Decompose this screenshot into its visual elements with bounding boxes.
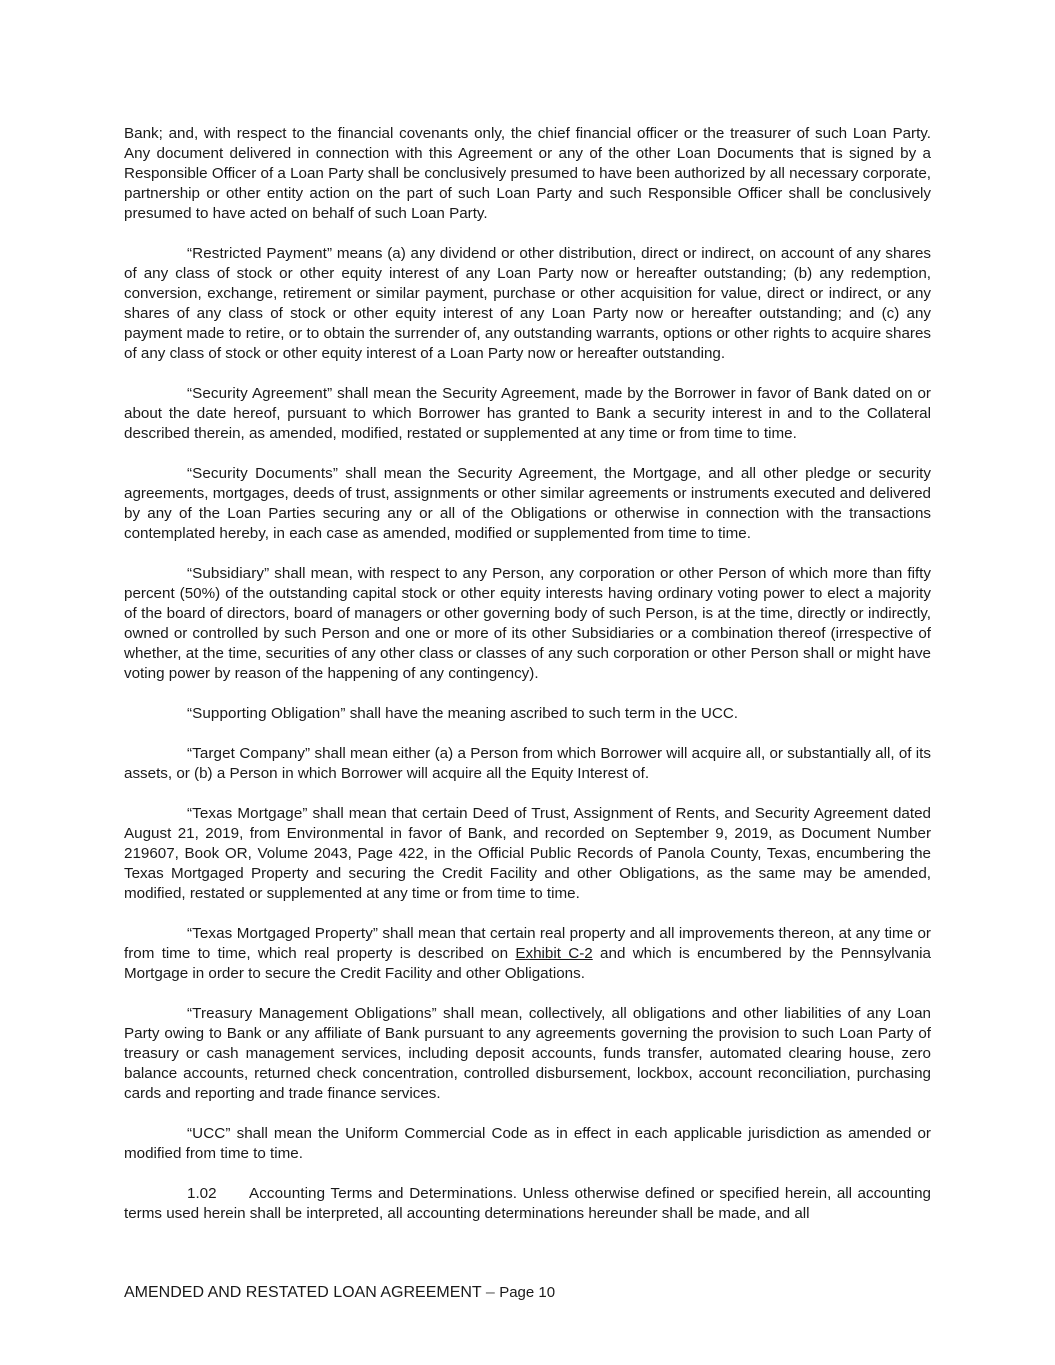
definition-texas-mortgaged-property: [124, 924, 931, 984]
defined-term: “Treasury Management Obligations”: [187, 1005, 437, 1022]
footer-page-number: Page 10: [499, 1284, 556, 1301]
definition-text: shall mean, with respect to any Person, any corporation or other Person of which more than fifty percent (50%) of the outstanding capital stock or other equity interests having ordinary voting power to elect a majority of the board of directors, board of managers or other governing body of such Person, is at the time, directly or indirectly, owned or controlled by such Person and one or more of its other Subsidiaries or a combination thereof (irrespective of whether, at the time, securities of any other class or classes of any such corporation or other Person shall or might have voting power by reason of the happening of any contingency).: [124, 565, 931, 682]
definition-ucc: [124, 1124, 931, 1164]
definition-text: shall mean that certain real property and all improvements thereon, at any time or from time to time, which real property is described on: [124, 925, 931, 962]
definition-text: and which is encumbered by the Pennsylvania Mortgage in order to secure the Credit Facility and other Obligations.: [124, 945, 931, 982]
defined-term: “UCC”: [187, 1125, 231, 1142]
definition-security-documents: [124, 464, 931, 544]
definition-subsidiary: [124, 564, 931, 684]
paragraph-responsible-officer-continuation: Bank; and, with respect to the financial covenants only, the chief financial officer or the treasurer of such Loan Party. Any document delivered in connection with this Agreement or any of the other Loan Documents that is signed by a Responsible Officer of a Loan Party shall be conclusively presumed to have been authorized by all necessary corporate, partnership or other entity action on the part of such Loan Party and such Responsible Officer shall be conclusively presumed to have acted on behalf of such Loan Party.: [124, 125, 931, 222]
definition-texas-mortgage: [124, 804, 931, 904]
defined-term: “Security Documents”: [187, 465, 339, 482]
definition-text: shall mean the Uniform Commercial Code as in effect in each applicable jurisdiction as amended or modified from time to time.: [124, 1125, 931, 1162]
definition-text: shall have the meaning ascribed to such term in the UCC.: [345, 705, 739, 722]
exhibit-reference: Exhibit C-2: [515, 945, 593, 962]
definition-restricted-payment: [124, 244, 931, 364]
section-1-02-accounting-terms: [124, 1184, 931, 1224]
definition-target-company: [124, 744, 931, 784]
defined-term: “Supporting Obligation”: [187, 705, 346, 722]
section-number: 1.02: [187, 1185, 217, 1202]
defined-term: “Security Agreement”: [187, 385, 333, 402]
footer-document-title: AMENDED AND RESTATED LOAN AGREEMENT: [124, 1284, 482, 1301]
definition-text: shall mean either (a) a Person from which Borrower will acquire all, or substantially all, of its assets, or (b) a Person in which Borrower will acquire all the Equity Interest of.: [124, 745, 931, 782]
definition-security-agreement: [124, 384, 931, 444]
section-text: . Unless otherwise defined or specified herein, all accounting terms used herein shall be interpreted, all accounting determinations hereunder shall be made, and all: [124, 1185, 931, 1222]
definition-text: means (a) any dividend or other distribution, direct or indirect, on account of any shares of any class of stock or other equity interest of any Loan Party now or hereafter outstanding; (b) any redemption, conversion, exchange, retirement or similar payment, purchase or other acquisition for value, direct or indirect, or any shares of any class of stock or other equity interest of any Loan Party now or hereafter outstanding; and (c) any payment made to retire, or to obtain the surrender of, any outstanding warrants, options or other rights to acquire shares of any class of stock or other equity interest of a Loan Party now or hereafter outstanding.: [124, 245, 932, 362]
definition-text: shall mean, collectively, all obligations and other liabilities of any Loan Party owing to Bank or any affiliate of Bank pursuant to any agreements governing the provision to such Loan Party of treasury or cash management services, including deposit accounts, funds transfer, automated clearing house, zero balance accounts, returned check concentration, controlled disbursement, lockbox, account reconciliation, purchasing cards and reporting and trade finance services.: [124, 1005, 931, 1102]
definition-treasury-management-obligations: [124, 1004, 931, 1104]
definition-text: shall mean the Security Agreement, the Mortgage, and all other pledge or security agreements, mortgages, deeds of trust, assignments or other similar agreements or instruments executed and delivered by any of the Loan Parties securing any or all of the Obligations or otherwise in connection with the transactions contemplated hereby, in each case as amended, modified or supplemented from time to time.: [124, 465, 931, 542]
definition-supporting-obligation: [124, 704, 931, 724]
document-body: [124, 124, 931, 1244]
definition-text: shall mean the Security Agreement, made by the Borrower in favor of Bank dated on or about the date hereof, pursuant to which Borrower has granted to Bank a security interest in and to the Collateral described therein, as amended, modified, restated or supplemented at any time or from time to time.: [124, 385, 931, 442]
defined-term: “Restricted Payment”: [187, 245, 333, 262]
definition-text: shall mean that certain Deed of Trust, Assignment of Rents, and Security Agreement dated August 21, 2019, from Environmental in favor of Bank, and recorded on September 9, 2019, as Document Number 219607, Book OR, Volume 2043, Page 422, in the Official Public Records of Panola County, Texas, encumbering the Texas Mortgaged Property and securing the Credit Facility and other Obligations, as the same may be amended, modified, restated or supplemented at any time or from time to time.: [124, 805, 931, 902]
page-footer: [124, 1283, 931, 1303]
defined-term: “Subsidiary”: [187, 565, 270, 582]
section-heading: Accounting Terms and Determinations: [249, 1185, 513, 1202]
defined-term: “Target Company”: [187, 745, 311, 762]
defined-term: “Texas Mortgage”: [187, 805, 308, 822]
footer-separator: –: [481, 1284, 500, 1301]
defined-term: “Texas Mortgaged Property”: [187, 925, 379, 942]
